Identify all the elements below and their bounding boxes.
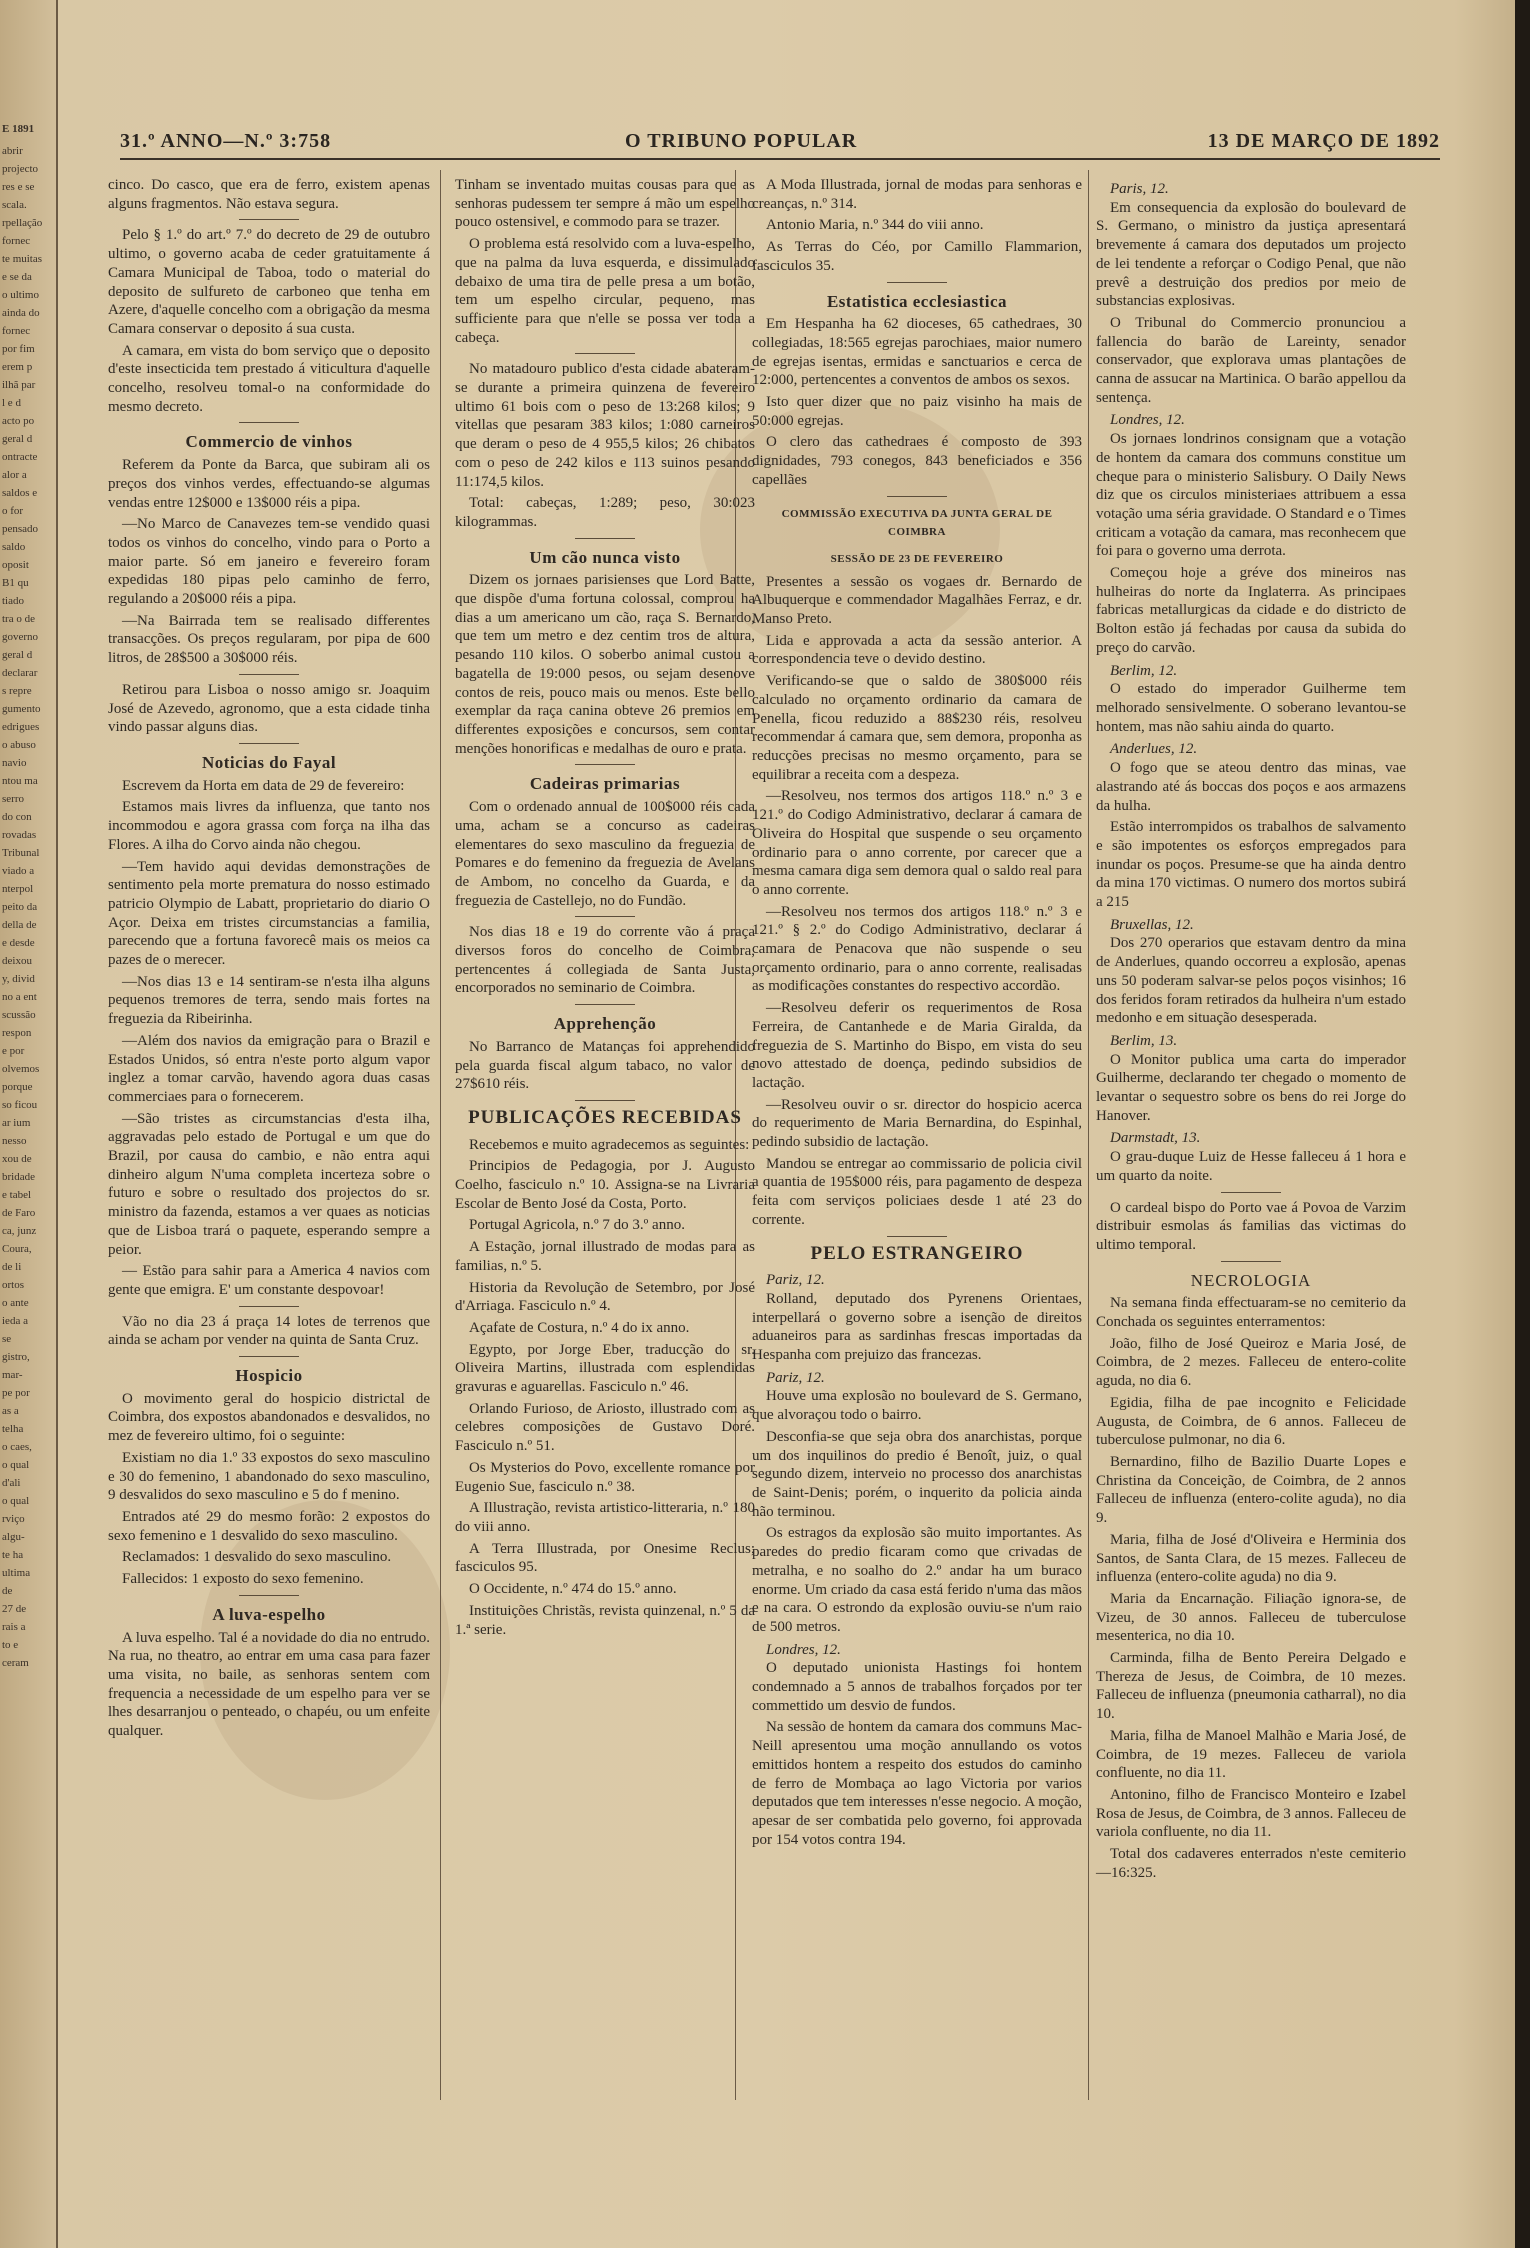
strip-fragment: fornec <box>2 235 31 247</box>
strip-fragment: governo <box>2 631 39 643</box>
dateline: Londres, 12. <box>766 1641 841 1658</box>
strip-fragment: peito da <box>2 901 38 913</box>
strip-fragment: ceram <box>2 1657 29 1669</box>
publication-entry: Egypto, por Jorge Eber, traducção do sr. Oliveira Martins, illustrada com esplendidas gravuras e aguarellas. Fasciculo n.º 46. <box>455 1341 755 1396</box>
article-text: No matadouro publico d'esta cidade abateram-se durante a primeira quinzena de fevereiro ultimo 61 bois com o peso de 13:268 kilos; 9 vitellas que pesaram 383 kilos; 1:080 carneiros que deram o peso de 4 955,5 kilos; 26 chibatos com o peso de 242 kilos e 113 suinos pesando 11:174,5 kilos. <box>455 361 755 490</box>
adjacent-page-strip <box>0 0 58 2248</box>
strip-fragment: ortos <box>2 1279 24 1291</box>
article-text: Estão interrompidos os trabalhos de salvamento e são impotentes os esforços empregados para inundar os poços. Presume-se que ha ainda dentro da mina 170 victimas. O numero dos mortos subirá a 215 <box>1096 819 1406 911</box>
strip-fragment: declarar <box>2 667 38 679</box>
strip-fragment: rviço <box>2 1513 25 1525</box>
publication-entry: O Occidente, n.º 474 do 15.º anno. <box>469 1581 677 1598</box>
article-text: —Resolveu, nos termos dos artigos 118.º n.º 3 e 121.º do Codigo Administrativo, declarar á camara de Oliveira do Hospital que suspende o seu orçamento ordinario para o anno corrente, por carecer que a mesma camara diga sem demora qual o saldo real para o anno corrente. <box>752 788 1082 898</box>
strip-fragment: viado a <box>2 865 35 877</box>
article-text: —Nos dias 13 e 14 sentiram-se n'esta ilha alguns pequenos tremores de terra, sendo mais fortes na freguezia da Ribeirinha. <box>108 973 430 1028</box>
article-text: Nos dias 18 e 19 do corrente vão á praça diversos foros do concelho de Coimbra, pertencentes á collegiada de Santa Justa, encorporados no seminario de Coimbra. <box>455 924 755 997</box>
strip-fragment: edrigues <box>2 721 40 733</box>
strip-fragment: tiado <box>2 595 24 607</box>
separator <box>887 1236 947 1237</box>
article-text: —No Marco de Canavezes tem-se vendido quasi todos os vinhos do concelho, vindo para o Porto a maior parte. Só em janeiro e fevereiro foram expedidas 180 pipas pelo caminho de ferro, regulando a 20$000 réis a pipa. <box>108 516 430 608</box>
publication-entry: Antonio Maria, n.º 344 do viii anno. <box>766 217 984 234</box>
obituary-entry: Maria, filha de José d'Oliveira e Herminia dos Santos, de Santa Clara, de 15 mezes. Falleceu de influenza (entero-colite aguda) no dia 9. <box>1096 1531 1406 1586</box>
separator <box>887 282 947 283</box>
article-text: —Além dos navios da emigração para o Brazil e Estados Unidos, só entra n'este porto algum vapor inglez a tomar carvão, havendo agora duas casas commerciaes para o fornecerem. <box>108 1032 430 1105</box>
article-text: O estado do imperador Guilherme tem melhorado sensivelmente. O soberano levantou-se hontem, mas não sahiu ainda do quarto. <box>1096 681 1406 735</box>
issue-number: 31.º ANNO—N.º 3:758 <box>120 130 332 152</box>
article-text: A camara, em vista do bom serviço que o deposito d'este insecticida tem prestado á viticultura d'aquelle concelho, resolveu tomal-o na conformidade do mesmo decreto. <box>108 342 430 415</box>
obituary-entry: João, filho de José Queiroz e Maria José, de Coimbra, de 2 mezes. Falleceu de entero-colite aguda, no dia 6. <box>1096 1335 1406 1390</box>
strip-fragment: projecto <box>2 163 39 175</box>
strip-fragment: so ficou <box>2 1099 38 1111</box>
article-text: O Monitor publica uma carta do imperador Guilherme, declarando ter chegado o momento de levantar o sequestro sobre os bens do rei Jorge do Hanover. <box>1096 1051 1406 1124</box>
strip-fragment: Tribunal <box>2 847 40 859</box>
strip-fragment: te muitas <box>2 253 43 265</box>
separator <box>575 353 635 354</box>
article-text: Com o ordenado annual de 100$000 réis cada uma, acham se a concurso as cadeiras elementares do sexo masculino da freguezia de Pomares e do femenino da freguezia de Avelans de Ambom, no concelho da Guarda, e da freguezia de Castellejo, no do Fundão. <box>455 799 755 909</box>
strip-fragment: algu- <box>2 1531 25 1543</box>
strip-fragment: olvemos <box>2 1063 40 1075</box>
obituary-entry: Antonino, filho de Francisco Monteiro e Izabel Rosa de Jesus, de Coimbra, de 3 annos. Falleceu de variola confluente, no dia 11. <box>1096 1786 1406 1841</box>
article-text: — Estão para sahir para a America 4 navios com gente que emigra. E' um constante despovoar! <box>108 1263 430 1298</box>
strip-fragment: rpellação <box>2 217 43 229</box>
strip-fragment: gistro, <box>2 1351 30 1363</box>
article-text: —Resolveu deferir os requerimentos de Rosa Ferreira, de Cantanhede e de Maria Giralda, da freguezia de S. Martinho do Bispo, em vista do seu novo attestado de doença, pedindo subsidios de lactação. <box>752 1000 1082 1091</box>
article-text: Começou hoje a gréve dos mineiros nas hulheiras do norte da Inglaterra. As principaes fabricas metallurgicas da cidade e do districto de Bolton estão já fechadas por causa da subida do preço do carvão. <box>1096 565 1406 656</box>
article-text: Vão no dia 23 á praça 14 lotes de terrenos que ainda se acham por vender na quinta de Santa Cruz. <box>108 1313 430 1349</box>
article-text: O fogo que se ateou dentro das minas, vae alastrando até ás boccas dos poços e aos armazens da hulha. <box>1096 760 1406 814</box>
obituary-entry: Bernardino, filho de Bazilio Duarte Lopes e Christina da Conceição, de Coimbra, de 2 annos Falleceu de influenza (entero-colite aguda), no dia 9. <box>1096 1454 1406 1527</box>
strip-fragment: te ha <box>2 1549 24 1561</box>
article-text: A luva espelho. Tal é a novidade do dia no entrudo. Na rua, no theatro, ao entrar em uma casa para fazer uma visita, no baile, as senhoras sentem com frequencia a necessidade de um espelho para ver se lhes desarranjou o penteado, o chapéu, ou um enfeite qualquer. <box>108 1629 430 1740</box>
strip-fragment: saldos e <box>2 487 38 499</box>
article-text: —Tem havido aqui devidas demonstrações de sentimento pela morte prematura do nosso estimado patricio Olympio de Labatt, proprietario do diario O Açor. Deixa em tristes circumstancias a familia, parecendo que a fortuna favorecê mais os meios ca pazes de o merecer. <box>108 858 430 969</box>
article-text: Os estragos da explosão são muito importantes. As paredes do predio ficaram como que crivadas de metralha, e no soalho do 2.º andar ha um buraco enorme. Um criado da casa está ferido n'uma das mãos e na cara. O estrondo da explosão ouviu-se n'um raio de 500 metros. <box>752 1525 1082 1635</box>
strip-fragment: do con <box>2 811 32 823</box>
strip-fragment: no a ent <box>2 991 37 1003</box>
article-text: Na semana finda effectuaram-se no cemiterio da Conchada os seguintes enterramentos: <box>1096 1295 1406 1331</box>
article-text: O cardeal bispo do Porto vae á Povoa de Varzim distribuir esmolas ás familias das victimas do ultimo temporal. <box>1096 1199 1406 1253</box>
strip-fragment: ca, junz <box>2 1225 37 1237</box>
article-text: —São tristes as circumstancias d'esta ilha, aggravadas pelo estado de Portugal e um que do Brazil, por causa do cambio, e não entra aqui dinheiro algum N'uma completa incerteza sobre o futuro e sobre o resultado dos projectos do sr. ministro da fazenda, estamos a ver quaes as noticias que de Lisboa trará o paquete, esperando sempre a peior. <box>108 1110 430 1258</box>
headline-commissao: COMMISSÃO EXECUTIVA DA JUNTA GERAL DE COIMBRA <box>781 507 1053 539</box>
column-rule <box>1088 170 1089 2100</box>
strip-fragment: pensado <box>2 523 39 535</box>
article-text: Em consequencia da explosão do boulevard de S. Germano, o ministro da justiça apresentará brevemente á camara dos deputados um projecto de lei tendente a reforçar o Codigo Penal, que não prevê a destruição dos predios por meio de substancias explosivas. <box>1096 199 1406 310</box>
strip-fragment: o qual <box>2 1459 30 1471</box>
strip-fragment: scala. <box>2 199 27 211</box>
article-text: Em Hespanha ha 62 dioceses, 65 cathedraes, 30 collegiadas, 18:565 egrejas parochiaes, maior numero de egrejas isentas, ermidas e sanctuarios e cerca de 12:000, pertencentes a conventos de ambos os sexos. <box>752 316 1082 389</box>
headline-estrangeiro: PELO ESTRANGEIRO <box>810 1242 1024 1264</box>
separator <box>575 538 635 539</box>
article-text: —Resolveu ouvir o sr. director do hospicio acerca do requerimento de Maria Bernardina, do Espinhal, pedindo subsidio de lactação. <box>752 1096 1082 1151</box>
strip-fragment: o ultimo <box>2 289 39 301</box>
strip-fragment: ontracte <box>2 451 38 463</box>
separator <box>575 764 635 765</box>
obituary-entry: Maria da Encarnação. Filiação ignora-se, de Vizeu, de 30 annos. Falleceu de tuberculose mesenterica, no dia 10. <box>1096 1590 1406 1645</box>
publication-entry: Principios de Pedagogia, por J. Augusto Coelho, fasciculo n.º 10. Assigna-se na Livraria Escolar de Bento José da Costa, Porto. <box>455 1158 755 1212</box>
article-text: Existiam no dia 1.º 33 expostos do sexo masculino e 30 do femenino, 1 abandonado do sexo masculino, 9 desvalidos do sexo masculino e 5 do f menino. <box>108 1449 430 1504</box>
separator <box>239 674 299 675</box>
article-text: O problema está resolvido com a luva-espelho, que na palma da luva esquerda, e dissimulado debaixo de uma tira de pelle presa a um botão, tem um espelho circular, pequeno, mas sufficiente para que n'elle se possa ver toda a cabeça. <box>455 236 755 346</box>
strip-fragment: respon <box>2 1027 32 1039</box>
strip-fragment: ainda do <box>2 307 40 319</box>
strip-fragment: navio <box>2 757 27 769</box>
article-text: Dos 270 operarios que estavam dentro da mina de Anderlues, quando occorreu a explosão, apenas uns 50 poderam salvar-se pelos poços visinhos; 16 dos feridos foram retirados da hulheira n'um estado medonho e em situação desesperada. <box>1096 935 1406 1027</box>
strip-fragments <box>0 142 56 1672</box>
publication-entry: As Terras do Céo, por Camillo Flammarion, fasciculos 35. <box>752 239 1082 274</box>
strip-fragment: B1 qu <box>2 577 29 589</box>
strip-fragment: della de <box>2 919 37 931</box>
article-text: O movimento geral do hospicio districtal de Coimbra, dos expostos abandonados e desvalidos, no mez de fevereiro ultimo, foi o seguinte: <box>108 1390 430 1445</box>
strip-fragment: serro <box>2 793 24 805</box>
issue-date: 13 DE MARÇO DE 1892 <box>1207 130 1440 152</box>
publication-entry: Orlando Furioso, de Ariosto, illustrado com as celebres composições de Gustavo Doré. Fasciculo n.º 51. <box>455 1400 755 1455</box>
publication-entry: A Moda Illustrada, jornal de modas para senhoras e creanças, n.º 314. <box>752 177 1082 212</box>
dateline: Berlim, 13. <box>1110 1032 1178 1049</box>
separator <box>239 219 299 220</box>
column-2 <box>455 176 755 1642</box>
article-text: Dizem os jornaes parisienses que Lord Batte, que dispõe d'uma fortuna colossal, comprou ha dias a um americano um cão, raça S. Bernardo, que tem um metro e dez centim tros de altura, pesando 110 kilos. O soberbo animal custou a bagatella de 19:000 pesos, ou sejam desenove contos de reis, pouco mais ou menos. Este bello exemplar da raça canina obteve 26 premios em differentes exposições e concursos, sem contar menções honorificas e medalhas de ouro e prata. <box>455 572 755 757</box>
article-text: Tinham se inventado muitas cousas para que as senhoras pudessem ter sempre á mão um espelho pouco ostensivel, e commodo para se trazer. <box>455 177 755 231</box>
publication-entry: Os Mysterios do Povo, excellente romance por Eugenio Sue, fasciculo n.º 38. <box>455 1459 755 1495</box>
headline-hospicio: Hospicio <box>235 1366 303 1386</box>
obituary-entry: Carminda, filha de Bento Pereira Delgado e Thereza de Jesus, de Coimbra, de 10 mezes. Falleceu de influenza (pneumonia catharral), no dia 10. <box>1096 1650 1406 1723</box>
publications-list <box>752 176 1082 276</box>
strip-fragment: o for <box>2 505 24 517</box>
strip-fragment: fornec <box>2 325 31 337</box>
strip-fragment: to e <box>2 1639 19 1651</box>
headline-sessao: SESSÃO DE 23 DE FEVEREIRO <box>830 552 1004 565</box>
strip-fragment: porque <box>2 1081 33 1093</box>
strip-fragment: e desde <box>2 937 35 949</box>
separator <box>239 422 299 423</box>
masthead <box>120 124 1440 160</box>
newspaper-title: O TRIBUNO POPULAR <box>625 130 858 152</box>
publication-entry: Instituições Christãs, revista quinzenal, n.º 5 da 1.ª serie. <box>455 1602 755 1638</box>
article-text: O Tribunal do Commercio pronunciou a fallencia do barão de Lareinty, senador conservador, que explorava umas plantações de canna de assucar na Martinica. O barão appellou da sentença. <box>1096 314 1406 406</box>
headline-publicacoes: PUBLICAÇÕES RECEBIDAS <box>468 1106 742 1128</box>
publication-entry: Portugal Agricola, n.º 7 do 3.º anno. <box>469 1217 685 1234</box>
strip-fragment: mar- <box>2 1369 23 1381</box>
strip-fragment: por fim <box>2 343 35 355</box>
obituary-list <box>1096 1335 1406 1842</box>
strip-fragment: ntou ma <box>2 775 38 787</box>
article-text: No Barranco de Matanças foi apprehendido pela guarda fiscal algum tabaco, no valor de 27$610 réis. <box>455 1038 755 1093</box>
article-text: cinco. Do casco, que era de ferro, existem apenas alguns fragmentos. Não estava segura. <box>108 177 430 212</box>
strip-fragment: acto po <box>2 415 35 427</box>
strip-fragment: l e d <box>2 397 21 409</box>
headline-cadeiras: Cadeiras primarias <box>529 774 681 794</box>
strip-fragment: d'ali <box>2 1477 21 1489</box>
strip-fragment: s repre <box>2 685 32 697</box>
column-4 <box>1096 176 1406 1885</box>
headline-luva: A luva-espelho <box>212 1604 326 1624</box>
strip-fragment: e tabel <box>2 1189 32 1201</box>
article-text: Rolland, deputado dos Pyrenens Orientaes, interpellará o governo sobre a isenção de direitos aduaneiros para as sardinhas frescas importadas da Hespanha com prejuizo das francezas. <box>752 1290 1082 1364</box>
strip-fragment: res e se <box>2 181 35 193</box>
article-text: Referem da Ponte da Barca, que subiram ali os preços dos vinhos verdes, effectuando-se algumas vendas entre 12$000 e 13$000 réis a pipa. <box>108 457 430 511</box>
separator <box>239 1595 299 1596</box>
strip-fragment: tra o de <box>2 613 35 625</box>
strip-fragment: o abuso <box>2 739 36 751</box>
article-text: Total: cabeças, 1:289; peso, 30:023 kilogrammas. <box>455 495 755 530</box>
strip-fragment: o ante <box>2 1297 29 1309</box>
article-text: Verificando-se que o saldo de 380$000 réis calculado no orçamento ordinario da camara de Penella, ficou reduzido a 88$230 réis, resolveu recommendar á camara que, sem demora, proponha as reducções precisas no mesmo orçamento, para se equilibrar a receita com a despeza. <box>752 673 1082 783</box>
strip-fragment: de <box>2 1585 13 1597</box>
separator <box>575 1100 635 1101</box>
dateline: Bruxellas, 12. <box>1110 916 1194 933</box>
strip-fragment: nesso <box>2 1135 27 1147</box>
strip-fragment: ultima <box>2 1567 31 1579</box>
strip-fragment: deixou <box>2 955 32 967</box>
strip-fragment: geral d <box>2 433 33 445</box>
article-text: Desconfia-se que seja obra dos anarchistas, porque um dos inquilinos do predio é Benoît, juiz, o qual segundo dizem, interveio no processo dos anarchistas de Saint-Denis; porém, o inquerito da policia ainda não terminou. <box>752 1428 1082 1520</box>
article-text: Entrados até 29 do mesmo forão: 2 expostos do sexo femenino e 1 desvalido do sexo masculino. <box>108 1509 430 1544</box>
article-text: Lida e approvada a acta da sessão anterior. A correspondencia teve o devido destino. <box>752 632 1082 668</box>
strip-fragment: gumento <box>2 703 41 715</box>
separator <box>239 1356 299 1357</box>
headline-cao: Um cão nunca visto <box>529 547 681 567</box>
article-text: Retirou para Lisboa o nosso amigo sr. Joaquim José de Azevedo, agronomo, que a esta cidade tinha vindo passar alguns dias. <box>108 681 430 736</box>
strip-fragment: nterpol <box>2 883 34 895</box>
publications-list <box>455 1157 755 1639</box>
headline-vinhos: Commercio de vinhos <box>185 432 353 452</box>
headline-fayal: Noticias do Fayal <box>201 752 337 772</box>
strip-header: E 1891 <box>2 123 35 135</box>
strip-fragment: abrir <box>2 145 23 157</box>
strip-fragment: erem p <box>2 361 33 373</box>
separator <box>1221 1261 1281 1262</box>
dateline: Pariz, 12. <box>766 1369 825 1386</box>
dateline: Paris, 12. <box>1110 181 1169 197</box>
strip-fragment: scussão <box>2 1009 36 1021</box>
separator <box>575 916 635 917</box>
strip-fragment: Coura, <box>2 1243 32 1255</box>
dateline: Pariz, 12. <box>766 1272 825 1289</box>
strip-fragment: telha <box>2 1423 24 1435</box>
dateline: Anderlues, 12. <box>1110 741 1198 758</box>
obituary-entry: Egidia, filha de pae incognito e Felicidade Augusta, de Coimbra, de 6 annos. Falleceu de tuberculose pulmonar, no dia 6. <box>1096 1394 1406 1449</box>
publication-entry: A Terra Illustrada, por Onesime Reclus; fasciculos 95. <box>455 1540 755 1576</box>
article-text: O grau-duque Luiz de Hesse falleceu á 1 hora e um quarto da noite. <box>1096 1149 1406 1184</box>
article-text: Reclamados: 1 desvalido do sexo masculino. <box>122 1549 392 1566</box>
headline-necrologia: NECROLOGIA <box>1190 1270 1312 1290</box>
separator <box>887 496 947 497</box>
separator <box>239 1306 299 1307</box>
article-text: Total dos cadaveres enterrados n'este cemiterio—16:325. <box>1096 1846 1406 1881</box>
strip-fragment: as a <box>2 1405 19 1417</box>
strip-fragment: ar ium <box>2 1117 31 1129</box>
obituary-entry: Maria, filha de Manoel Malhão e Maria José, de Coimbra, de 19 mezes. Falleceu de variola confluente, no dia 11. <box>1096 1727 1406 1782</box>
article-text: Os jornaes londrinos consignam que a votação de hontem da camara dos communs constitue um cheque para o ministerio Salisbury. O Daily News diz que os circulos ministeriaes attribuem a essa votação uma séria gravidade. O Standard e o Times criticam a votação da camara, mas reconhecem que foi para o governo uma derrota. <box>1096 431 1406 560</box>
strip-fragment: o qual <box>2 1495 30 1507</box>
headline-apprehencao: Apprehenção <box>553 1014 657 1034</box>
strip-fragment: e se da <box>2 271 32 283</box>
strip-fragment: xou de <box>2 1153 32 1165</box>
article-text: Escrevem da Horta em data de 29 de fevereiro: <box>122 777 405 794</box>
article-text: Houve uma explosão no boulevard de S. Germano, que alvoraçou todo o bairro. <box>752 1388 1082 1424</box>
strip-fragment: de Faro <box>2 1207 36 1219</box>
separator <box>239 743 299 744</box>
article-text: Na sessão de hontem da camara dos communs Mac-Neill apresentou uma moção annullando os votos emittidos hontem a respeito dos estudos do caminho de ferro de Mombaça ao lago Victoria por varios deputados que tem interesses n'esse negocio. A moção, apesar de ser combatida pelo governo, foi approvada por 154 votos contra 194. <box>752 1719 1082 1848</box>
dateline: Londres, 12. <box>1110 412 1185 429</box>
article-text: Estamos mais livres da influenza, que tanto nos incommodou e agora grassa com força na ilha das Flores. A ilha do Corvo ainda não chegou. <box>108 799 430 853</box>
strip-fragment: 27 de <box>2 1603 27 1615</box>
strip-fragment: rais a <box>2 1621 26 1633</box>
strip-fragment: ilhã par <box>2 379 36 391</box>
column-1 <box>108 176 430 1744</box>
strip-fragment: geral d <box>2 649 33 661</box>
strip-fragment: o caes, <box>2 1441 32 1453</box>
article-text: O clero das cathedraes é composto de 393 dignidades, 793 conegos, 843 beneficiados e 356 capellães <box>752 434 1082 488</box>
article-text: Mandou se entregar ao commissario de policia civil a quantia de 195$000 réis, para pagamento de despeza feita com serviços policiaes desde 1 até 23 do corrente. <box>752 1155 1082 1228</box>
strip-fragment: saldo <box>2 541 26 553</box>
publication-entry: A Illustração, revista artistico-litteraria, n.º 180 do viii anno. <box>455 1500 755 1535</box>
article-text: Presentes a sessão os vogaes dr. Bernardo de Albuquerque e commendador Magalhães Ferraz, e dr. Manso Preto. <box>752 573 1082 628</box>
strip-fragment: y, divid <box>2 973 35 985</box>
publication-entry: Historia da Revolução de Setembro, por José d'Arriaga. Fasciculo n.º 4. <box>455 1279 755 1315</box>
strip-fragment: ieda a <box>2 1315 28 1327</box>
column-rule <box>440 170 441 2100</box>
strip-fragment: oposit <box>2 559 29 571</box>
dateline: Berlim, 12. <box>1110 662 1178 679</box>
article-text: Isto quer dizer que no paiz visinho ha mais de 50:000 egrejas. <box>752 394 1082 429</box>
strip-fragment: se <box>2 1333 12 1345</box>
headline-estatistica: Estatistica ecclesiastica <box>826 291 1008 311</box>
separator <box>1221 1192 1281 1193</box>
publication-entry: Açafate de Costura, n.º 4 do ix anno. <box>469 1319 690 1336</box>
publication-entry: A Estação, jornal illustrado de modas para as familias, n.º 5. <box>455 1239 755 1274</box>
article-text: Recebemos e muito agradecemos as seguintes: <box>469 1136 750 1153</box>
column-3 <box>752 176 1082 1852</box>
article-text: —Na Bairrada tem se realisado differentes transacções. Os preços regularam, por pipa de 600 litros, de 28$500 a 30$000 réis. <box>108 612 430 667</box>
separator <box>575 1004 635 1005</box>
article-text: O deputado unionista Hastings foi hontem condemnado a 5 annos de trabalhos forçados por ter commettido um desvio de fundos. <box>752 1660 1082 1714</box>
strip-fragment: e por <box>2 1045 25 1057</box>
strip-fragment: rovadas <box>2 829 37 841</box>
article-text: —Resolveu nos termos dos artigos 118.º n.º 3 e 121.º § 2.º do Codigo Administrativo, declarar á camara de Penacova que não suspende o seu orçamento ordinario, para o anno corrente, realisadas as modificações constantes do respectivo accordão. <box>752 903 1082 995</box>
strip-fragment: bridade <box>2 1171 35 1183</box>
strip-fragment: de li <box>2 1261 22 1273</box>
article-text: Pelo § 1.º do art.º 7.º do decreto de 29 de outubro ultimo, o governo acaba de ceder gratuitamente á Camara Municipal de Taboa, todo o material do deposito de sulfureto de carboneo que tenha em Azere, d'aquelle concelho com a obrigação da mesma Camara conservar o deposito á sua custa. <box>108 227 430 337</box>
strip-fragment: pe por <box>2 1387 30 1399</box>
page-edge <box>1515 0 1530 2248</box>
article-text: Fallecidos: 1 exposto do sexo femenino. <box>122 1571 364 1588</box>
strip-fragment: alor a <box>2 469 27 481</box>
dateline: Darmstadt, 13. <box>1110 1130 1201 1147</box>
